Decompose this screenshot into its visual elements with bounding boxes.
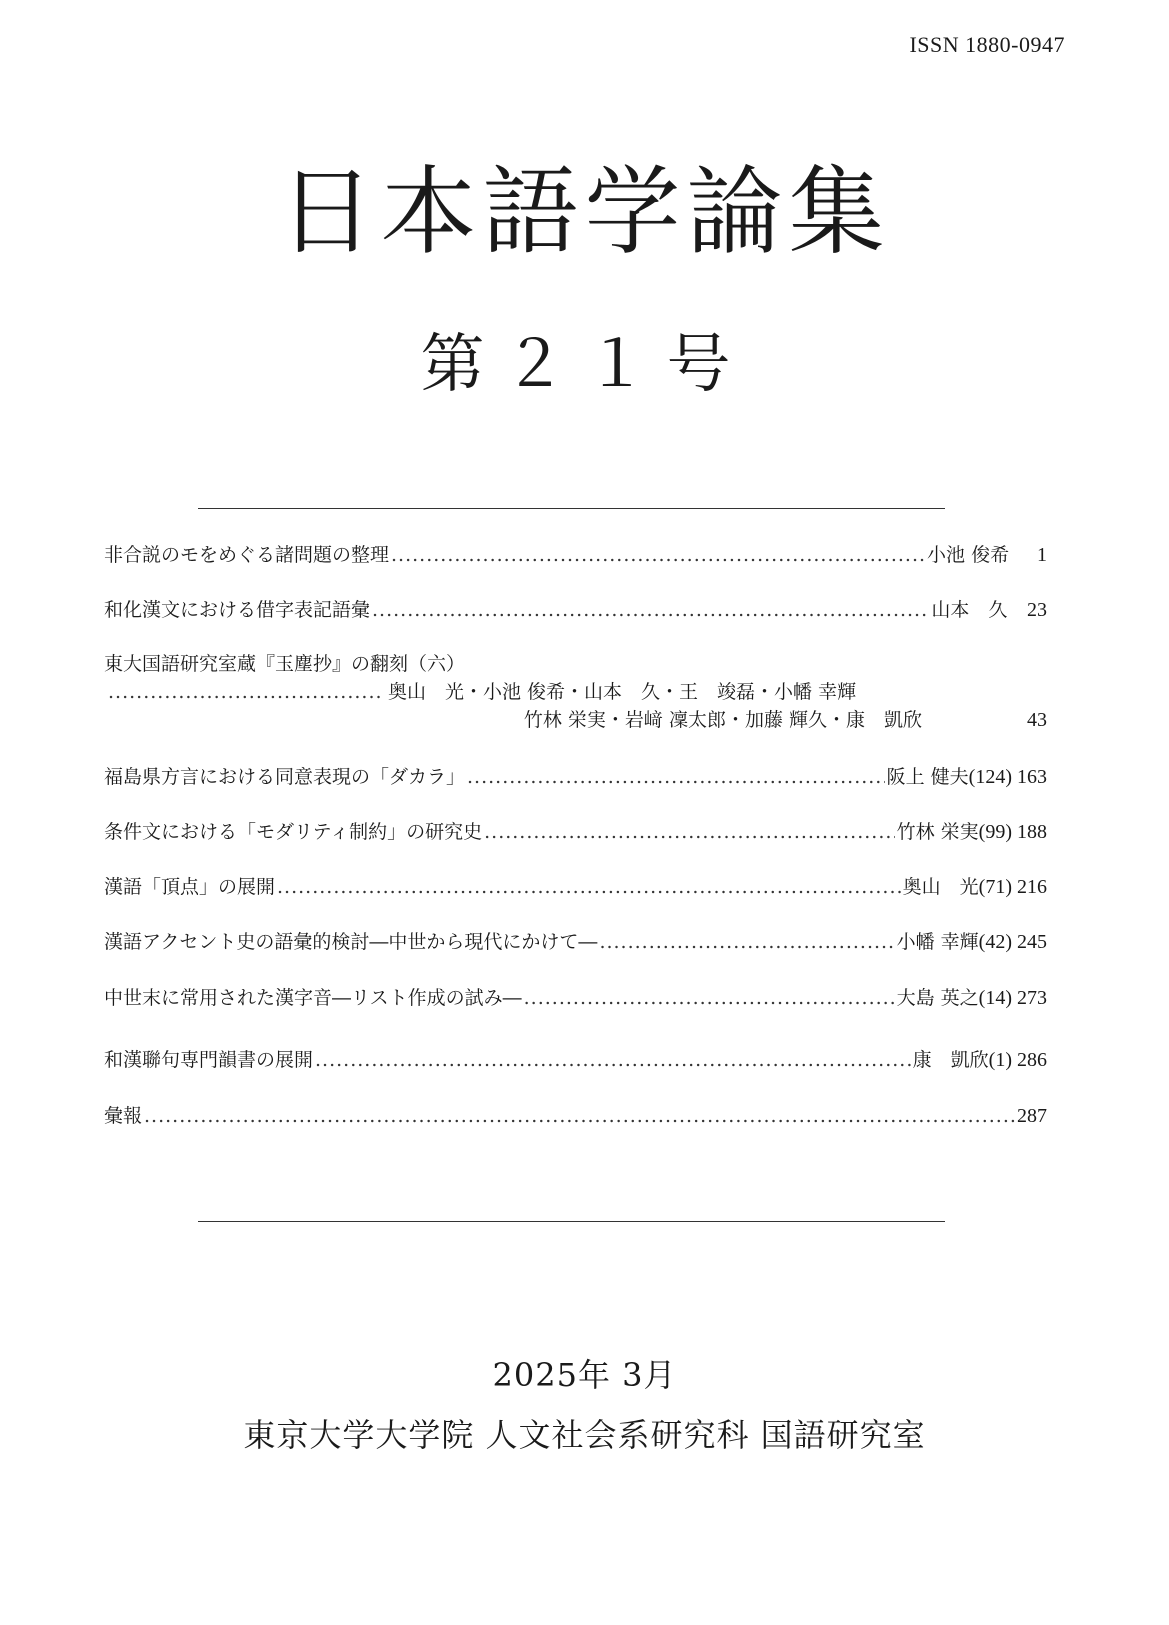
toc-entry[interactable] bbox=[104, 818, 1047, 846]
toc-entry-author: 大島 英之 bbox=[896, 987, 979, 1009]
journal-title: 日本語学論集 bbox=[278, 156, 891, 268]
dot-leader bbox=[277, 873, 901, 901]
toc-entry-title: 漢語アクセント史の語彙的検討―中世から現代にかけて― bbox=[104, 931, 598, 953]
toc-entry-page: (71) 216 bbox=[978, 876, 1047, 898]
dot-leader bbox=[372, 596, 929, 624]
toc-entry[interactable] bbox=[104, 596, 1047, 624]
toc-entry-page: (42) 245 bbox=[978, 931, 1047, 953]
dot-leader bbox=[599, 928, 894, 956]
toc-entry-page: 287 bbox=[1017, 1105, 1047, 1127]
toc-entry[interactable] bbox=[104, 1046, 1047, 1074]
toc-entry-author: 小池 俊希 bbox=[927, 544, 1010, 566]
publication-date: 2025年 3月 bbox=[492, 1356, 677, 1394]
dot-leader bbox=[315, 1046, 911, 1074]
toc-entry-author: 阪上 健夫 bbox=[886, 766, 969, 788]
top-divider bbox=[198, 508, 945, 509]
dot-leader bbox=[144, 1102, 1015, 1130]
toc-entry-page: 1 bbox=[1037, 544, 1047, 566]
dot-leader bbox=[391, 541, 925, 569]
toc-entry-page: (124) 163 bbox=[968, 766, 1047, 788]
toc-entry-page: (1) 286 bbox=[988, 1049, 1047, 1071]
dot-leader bbox=[484, 818, 895, 846]
toc-entry-page: 23 bbox=[1027, 599, 1047, 621]
issue-number: 第２１号 bbox=[420, 328, 749, 402]
toc-entry[interactable] bbox=[104, 650, 1047, 734]
toc-entry[interactable] bbox=[104, 541, 1047, 569]
toc-entry[interactable] bbox=[104, 1102, 1047, 1130]
toc-entry-page: (99) 188 bbox=[978, 821, 1047, 843]
toc-entry-page: (14) 273 bbox=[978, 987, 1047, 1009]
toc-entry-title: 東大国語研究室蔵『玉塵抄』の翻刻（六） bbox=[104, 653, 466, 675]
toc-entry-authors: 竹林 栄実・岩﨑 凜太郎・加藤 輝久・康 凱欣 bbox=[523, 709, 922, 731]
toc-entry-title: 中世末に常用された漢字音―リスト作成の試み― bbox=[104, 987, 522, 1009]
publisher: 東京大学大学院 人文社会系研究科 国語研究室 bbox=[243, 1416, 926, 1454]
toc-entry[interactable] bbox=[104, 984, 1047, 1012]
toc-entry-author: 小幡 幸輝 bbox=[896, 931, 979, 953]
dot-leader bbox=[467, 763, 885, 791]
toc-entry-title: 和漢聯句専門韻書の展開 bbox=[104, 1049, 314, 1071]
toc-entry-author: 康 凱欣 bbox=[912, 1049, 989, 1071]
toc-entry[interactable] bbox=[104, 928, 1047, 956]
toc-entry-title: 漢語「頂点」の展開 bbox=[104, 876, 276, 898]
dot-leader bbox=[108, 678, 384, 706]
toc-entry-author: 山本 久 bbox=[931, 599, 1008, 621]
toc-entry-title: 和化漢文における借字表記語彙 bbox=[104, 599, 371, 621]
toc-entry-author: 竹林 栄実 bbox=[896, 821, 979, 843]
toc-entry-title: 条件文における「モダリティ制約」の研究史 bbox=[104, 821, 483, 843]
toc-entry[interactable] bbox=[104, 873, 1047, 901]
toc-entry-authors: 奥山 光・小池 俊希・山本 久・王 竣磊・小幡 幸輝 bbox=[388, 681, 857, 703]
dot-leader bbox=[524, 984, 895, 1012]
toc-entry-author: 奥山 光 bbox=[902, 876, 979, 898]
toc-entry-title: 福島県方言における同意表現の「ダカラ」 bbox=[104, 766, 466, 788]
issn-number: ISSN 1880-0947 bbox=[909, 32, 1065, 57]
toc-entry[interactable] bbox=[104, 763, 1047, 791]
toc-entry-title: 非合説のモをめぐる諸問題の整理 bbox=[104, 544, 390, 566]
toc-entry-page: 43 bbox=[1027, 709, 1047, 731]
toc-entry-title: 彙報 bbox=[104, 1105, 143, 1127]
bottom-divider bbox=[198, 1221, 945, 1222]
